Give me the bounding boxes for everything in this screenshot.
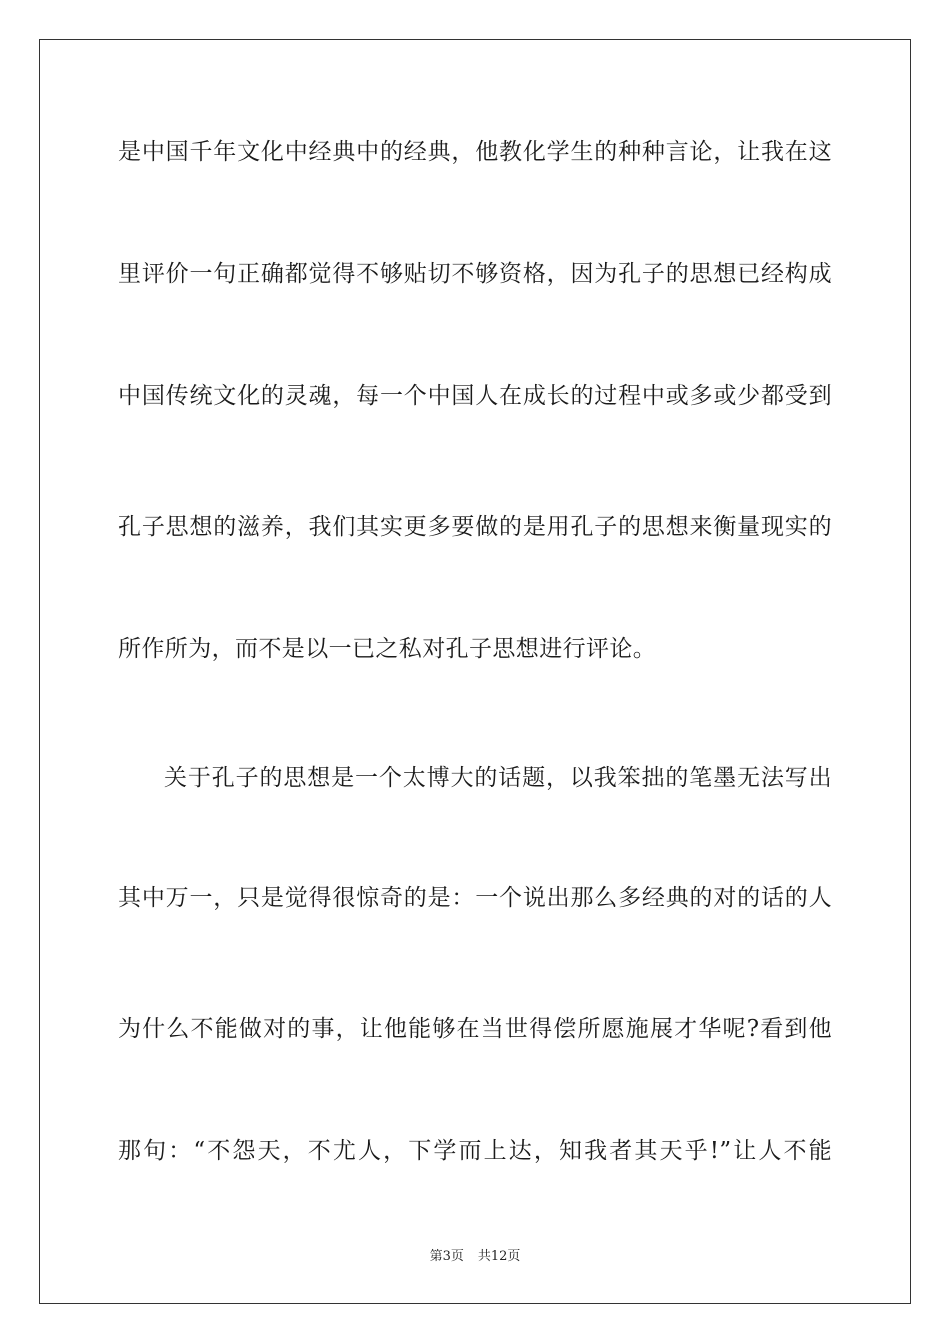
paragraph-line: 那句：“不怨天，不尤人，下学而上达，知我者其天乎!”让人不能 xyxy=(118,1138,832,1164)
paragraph-line: 中国传统文化的灵魂，每一个中国人在成长的过程中或多或少都受到 xyxy=(118,383,832,409)
paragraph-line: 关于孔子的思想是一个太博大的话题，以我笨拙的笔墨无法写出 xyxy=(164,765,832,791)
paragraph-line: 孔子思想的滋养，我们其实更多要做的是用孔子的思想来衡量现实的 xyxy=(118,514,832,540)
page-footer xyxy=(0,1248,950,1266)
paragraph-line: 其中万一，只是觉得很惊奇的是：一个说出那么多经典的对的话的人 xyxy=(118,885,832,911)
page-number: 第3页 xyxy=(429,1249,464,1264)
page-total: 共12页 xyxy=(477,1249,521,1264)
paragraph-line: 为什么不能做对的事，让他能够在当世得偿所愿施展才华呢?看到他 xyxy=(118,1016,832,1042)
paragraph-line: 是中国千年文化中经典中的经典，他教化学生的种种言论，让我在这 xyxy=(118,139,832,165)
paragraph-line: 所作所为，而不是以一已之私对孔子思想进行评论。 xyxy=(118,636,657,662)
page-border xyxy=(39,39,911,1304)
paragraph-line: 里评价一句正确都觉得不够贴切不够资格，因为孔子的思想已经构成 xyxy=(118,261,832,287)
